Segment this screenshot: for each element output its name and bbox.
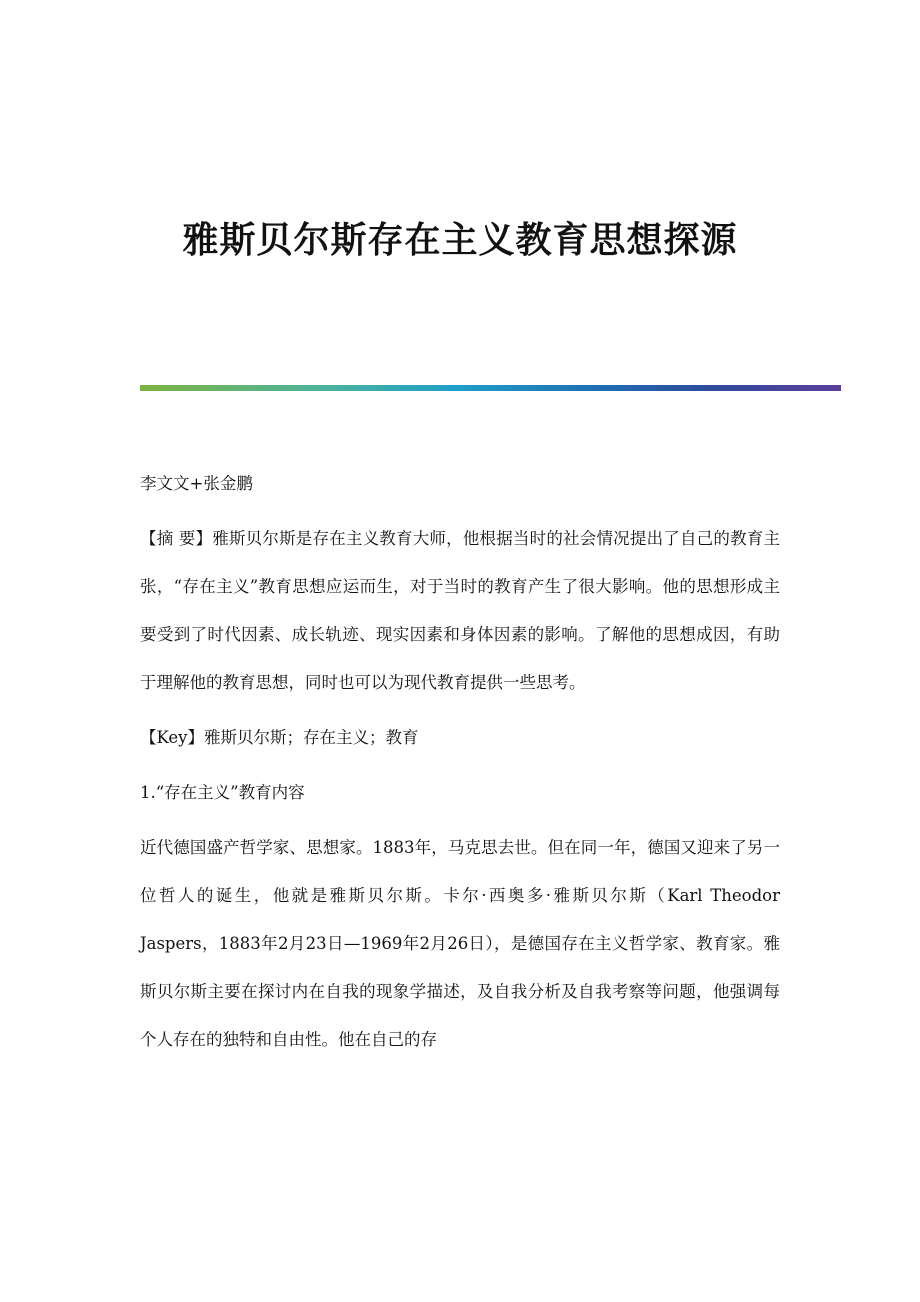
document-title: 雅斯贝尔斯存在主义教育思想探源 <box>182 219 738 261</box>
document-body <box>140 460 780 1071</box>
section-heading: 1.“存在主义”教育内容 <box>140 783 305 802</box>
gradient-divider <box>140 385 841 391</box>
abstract-paragraph: 【摘 要】雅斯贝尔斯是存在主义教育大师，他根据当时的社会情况提出了自己的教育主张，“存在主义”教育思想应运而生，对于当时的教育产生了很大影响。他的思想形成主要受到了时代因素、成长轨迹、现实因素和身体因素的影响。了解他的思想成因，有助于理解他的教育思想，同时也可以为现代教育提供一些思考。 <box>140 529 780 692</box>
authors: 李文文+张金鹏 <box>140 474 253 493</box>
body-paragraph: 近代德国盛产哲学家、思想家。1883年，马克思去世。但在同一年，德国又迎来了另一位哲人的诞生，他就是雅斯贝尔斯。卡尔·西奥多·雅斯贝尔斯（Karl Theodor Jaspers，1883年2月23日—1969年2月26日），是德国存在主义哲学家、教育家。雅斯贝尔斯主要在探讨内在自我的现象学描述，及自我分析及自我考察等问题，他强调每个人存在的独特和自由性。他在自己的存 <box>140 838 780 1049</box>
keywords: 【Key】雅斯贝尔斯；存在主义；教育 <box>140 728 419 747</box>
